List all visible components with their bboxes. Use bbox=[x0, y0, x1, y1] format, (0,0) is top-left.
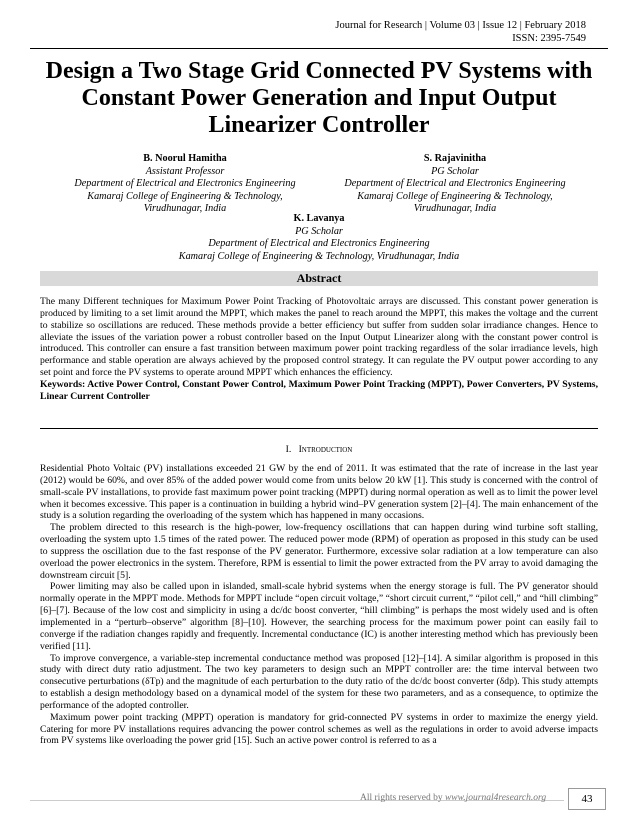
author-role: PG Scholar bbox=[295, 225, 343, 237]
body-paragraph: To improve convergence, a variable-step incremental conductance method was proposed [12]–[14]. A similar algorithm is proposed in this study with direct duty ratio adjustment. The two key parameters to design such an MPPT controller are: the time interval between two consecutive perturbations (δTp) and the magnitude of each perturbation to the duty ratio of the dc/dc boost converter (δdp). This study attempts to establish a design methodology based on a dynamical model of the system for these two parameters, and as a consequence, to optimize the performance of the adopted controller. bbox=[40, 652, 598, 711]
journal-header bbox=[335, 20, 586, 45]
issn: ISSN: 2395-7549 bbox=[512, 32, 586, 44]
author-name: K. Lavanya bbox=[293, 213, 345, 224]
abstract-text: The many Different techniques for Maximum Power Point Tracking of Photovoltaic arrays are discussed. This constant power generation is produced by limiting to a set limit around the MPPT, which makes the panel to reach around the MPPT, this makes the voltage and the current to stabilize so oscillations are reduced. These methods provide a better efficiency but suffer from sudden solar irradiance changes. Hence to alleviate the issues of the variation power a robust controller based on the Input Output Linearizer along with the constant power control is introduced. This controller can ensure a fast transition between maximum power point tracking regardless of the solar irradiance levels, high performance and stable operation are always achieved by the proposed control strategy. It can regulate the PV output power according to any set point and force the PV systems to operate around MPPT which enhances the efficiency. bbox=[40, 296, 598, 379]
page-number: 43 bbox=[568, 788, 606, 810]
author-name: B. Noorul Hamitha bbox=[143, 153, 227, 164]
keywords: Keywords: Active Power Control, Constant Power Control, Maximum Power Point Tracking (MPPT), Power Converters, PV Systems, Linear Current Controller bbox=[40, 378, 598, 402]
body-paragraph: The problem directed to this research is the high-power, low-frequency oscillations that can happen during wind turbine soft stalling, overloading the system upto 1.5 times of the rated power. The reduced power mode (RPM) of operation as proposed in this study can be used to suppress the oscillation due to the fast response of the PV generator. Furthermore, excessive solar radiation at a low temperature can also overload the power electronics in the system. Therefore, RPM is essential to limit the power extracted from the PV array to avoid damaging the downstream circuit [5]. bbox=[40, 522, 598, 581]
section-number: I. bbox=[285, 444, 292, 455]
author-place: Virudhunagar, India bbox=[143, 203, 227, 215]
author-dept: Department of Electrical and Electronics Engineering bbox=[74, 178, 296, 190]
journal-info: Journal for Research | Volume 03 | Issue 12 | February 2018 bbox=[335, 20, 586, 31]
body-paragraph: Maximum power point tracking (MPPT) operation is mandatory for grid-connected PV systems in order to maximize the energy yield. Catering for more PV installations requires advancing the power control schemes as well as the regulations in order to avoid adverse impacts from PV systems like overloading the power grid [15]. Such an active power control is referred to as a bbox=[40, 711, 598, 747]
author-college: Kamaraj College of Engineering & Technology, Virudhunagar, India bbox=[178, 250, 460, 262]
section-title: Introduction bbox=[298, 444, 353, 455]
footer-rights bbox=[360, 793, 546, 803]
body-paragraph: Power limiting may also be called upon in islanded, small-scale hybrid systems when the energy storage is full. The PV generator should normally operate in the MPPT mode. Methods for MPPT include “open circuit voltage,” “short circuit current,” “pilot cell,” and “hill climbing” [6]–[7]. Because of the low cost and simplicity in using a dc/dc boost converter, “hill climbing” is perhaps the most widely used and is often implemented in a “perturb–observe” algorithm [8]–[10]. However, the searching process for the maximum power point can easily fail to converge if the radiation changes rapidly and frequently. Incremental conductance (IC) is another interesting method which has previously been verified [11]. bbox=[40, 581, 598, 652]
paper-title: Design a Two Stage Grid Connected PV Systems with Constant Power Generation and Input Output Linearizer Controller bbox=[45, 58, 593, 138]
body-paragraph: Residential Photo Voltaic (PV) installations exceeded 21 GW by the end of 2011. It was estimated that the rate of increase in the last year (2012) would be 60%, and over 85% of the added power would come from units below 20 kW [1]. This study is concerned with the control of small-scale PV installations, to provide fast maximum power point tracking (MPPT) during normal operation as well as to limit the power level when it becomes excessive. This paper is a continuation in building a hybrid wind–PV generation system [2]–[4]. The main enhancement of the study is a solution regarding the overloading of the system which has happened in many occasions. bbox=[40, 463, 598, 522]
footer-site-link[interactable]: www.journal4research.org bbox=[444, 793, 547, 803]
abstract-body bbox=[40, 296, 598, 403]
author-dept: Department of Electrical and Electronics Engineering bbox=[344, 178, 566, 190]
author-place: Virudhunagar, India bbox=[413, 203, 497, 215]
abstract-rule bbox=[40, 428, 598, 429]
footer-rights-text: All rights reserved by bbox=[360, 793, 443, 803]
header-rule bbox=[30, 48, 608, 49]
author-role: Assistant Professor bbox=[145, 165, 225, 177]
author-dept: Department of Electrical and Electronics Engineering bbox=[208, 238, 430, 250]
abstract-heading: Abstract bbox=[40, 271, 598, 286]
author-block-3 bbox=[80, 213, 558, 263]
author-college: Kamaraj College of Engineering & Technology, bbox=[357, 190, 553, 202]
author-name: S. Rajavinitha bbox=[423, 153, 487, 164]
author-block-1 bbox=[30, 153, 340, 216]
section-heading bbox=[40, 444, 598, 455]
author-block-2 bbox=[300, 153, 610, 216]
author-college: Kamaraj College of Engineering & Technology, bbox=[87, 190, 283, 202]
author-role: PG Scholar bbox=[431, 165, 479, 177]
intro-body bbox=[40, 463, 598, 747]
